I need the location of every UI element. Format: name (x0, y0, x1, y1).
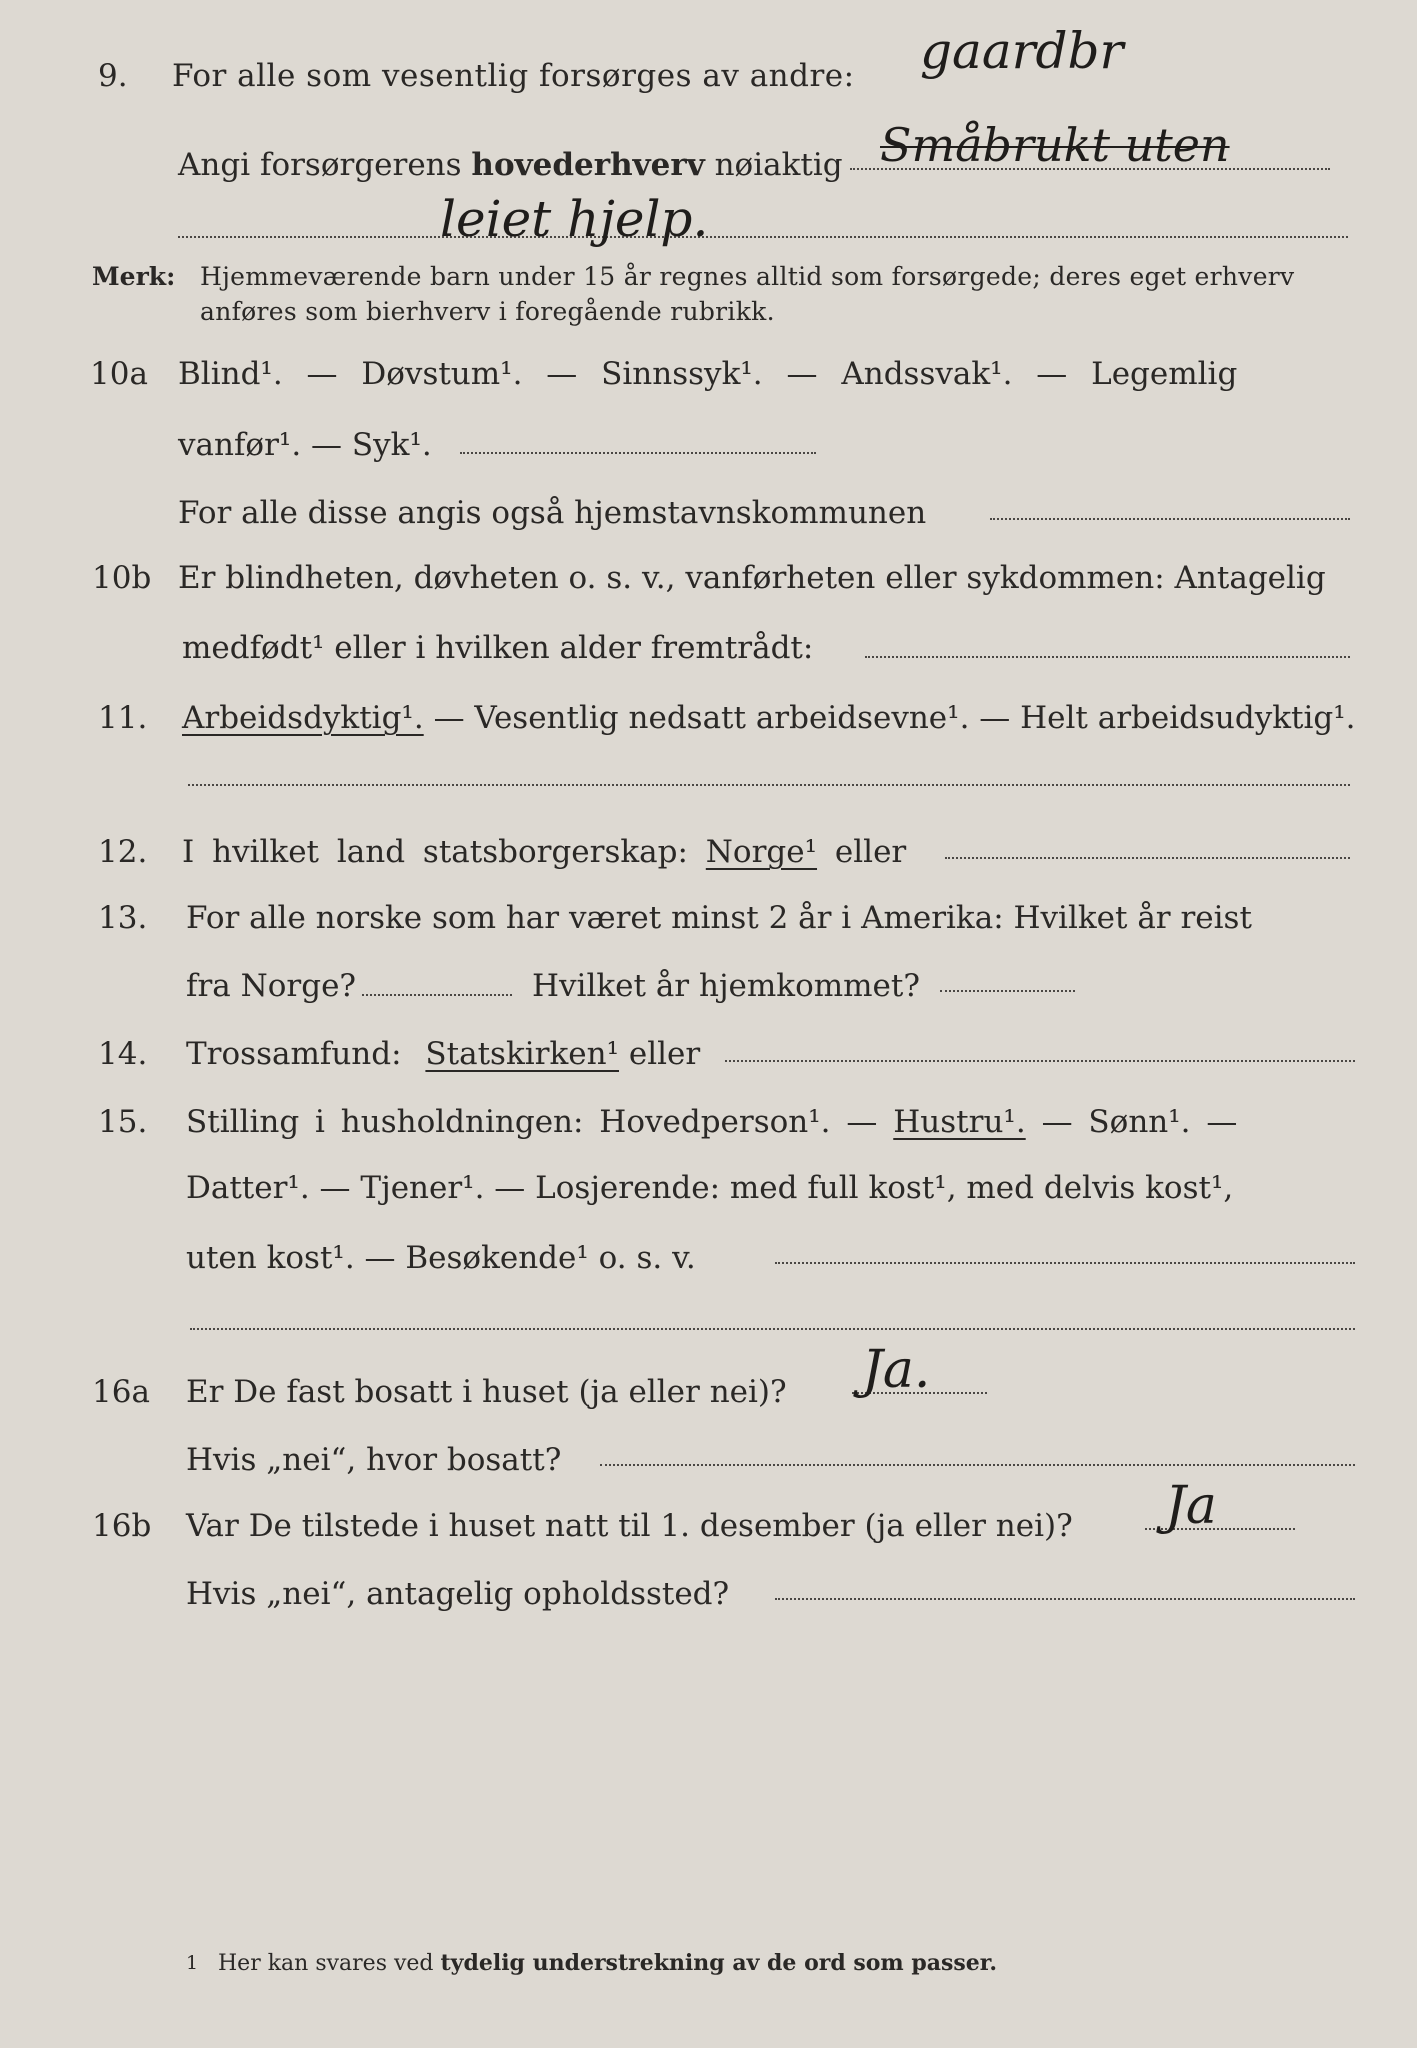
q14-underlined-statskirken: Statskirken¹ (425, 1036, 619, 1072)
q11-rest: — Vesentlig nedsatt arbeidsevne¹. — Helt arbeidsudyktig¹. (433, 700, 1356, 736)
q12-underlined-norge: Norge¹ (705, 834, 818, 870)
footnote-mark: 1 (186, 1952, 199, 1974)
q15-answer-line1 (775, 1262, 1355, 1264)
q11-underlined-arbeidsdyktig: Arbeidsdyktig¹. (182, 700, 424, 736)
q14-line (186, 1036, 700, 1072)
q9-line1: For alle som vesentlig forsørges av andre: (172, 58, 855, 94)
q12-post: eller (834, 834, 907, 870)
q15-number: 15. (98, 1104, 148, 1140)
q10b-line1: Er blindheten, døvheten o. s. v., vanførheten eller sykdommen: Antagelig (178, 560, 1326, 596)
q14-pre: Trossamfund: (186, 1036, 402, 1072)
q13-number: 13. (98, 900, 148, 936)
q15-line2: Datter¹. — Tjener¹. — Losjerende: med full kost¹, med delvis kost¹, (186, 1170, 1234, 1206)
q12-answer-line (945, 857, 1350, 859)
q16b-answer-line2 (775, 1598, 1355, 1600)
q11-answer-line (188, 784, 1350, 786)
q16a-line1: Er De fast bosatt i huset (ja eller nei)? (186, 1374, 787, 1410)
q10a-line1: Blind¹. — Døvstum¹. — Sinnssyk¹. — Andssvak¹. — Legemlig (178, 356, 1238, 392)
q10b-number: 10b (92, 560, 152, 596)
q14-number: 14. (98, 1036, 148, 1072)
q12-pre: I hvilket land statsborgerskap: (182, 834, 688, 870)
q9-answer-line2 (178, 236, 1348, 238)
q15-answer-line2 (190, 1328, 1355, 1330)
q11-line (182, 700, 1356, 736)
q13-line2b: Hvilket år hjemkommet? (532, 968, 920, 1004)
q9-line2-post: nøiaktig (714, 147, 843, 183)
footnote-line (218, 1950, 997, 1976)
q13-answer-hjemkommet (940, 990, 1075, 992)
q15-line1-pre: Stilling i husholdningen: Hovedperson¹. — (186, 1104, 878, 1140)
q15-underlined-hustru: Hustru¹. (893, 1104, 1026, 1140)
footnote-pre: Her kan svares ved (218, 1951, 434, 1976)
q9-line2 (178, 147, 843, 183)
q14-answer-line (725, 1060, 1355, 1062)
q9-handwriting-line2: Småbrukt uten (880, 118, 1230, 172)
q11-number: 11. (98, 700, 148, 736)
q15-line1 (186, 1104, 1237, 1140)
q9-line2-pre: Angi forsørgerens (178, 147, 462, 183)
q15-line1-post: — Sønn¹. — (1041, 1104, 1238, 1140)
q13-answer-reist (362, 994, 512, 996)
q12-number: 12. (98, 834, 148, 870)
q9-line2-bold: hovederhverv (471, 147, 705, 183)
q10a-answer-line1 (460, 452, 816, 454)
footnote-bold: tydelig understrekning av de ord som passer. (440, 1950, 998, 1976)
q10a-answer-line2 (990, 518, 1350, 520)
q10a-line3: For alle disse angis også hjemstavnskommunen (178, 495, 927, 531)
merk-line1: Hjemmeværende barn under 15 år regnes alltid som forsørgede; deres eget erhverv (200, 262, 1295, 291)
q14-post: eller (628, 1036, 701, 1072)
q16a-number: 16a (92, 1374, 150, 1410)
q10b-answer-line (865, 656, 1350, 658)
q16a-handwriting-ja: Ja. (862, 1340, 931, 1400)
q10a-number: 10a (90, 356, 148, 392)
q16b-line1: Var De tilstede i huset natt til 1. desember (ja eller nei)? (186, 1508, 1073, 1544)
q12-line (182, 834, 906, 870)
merk-line2: anføres som bierhverv i foregående rubrikk. (200, 297, 775, 326)
q13-line2a: fra Norge? (186, 968, 357, 1004)
q9-handwriting-line3: leiet hjelp. (440, 190, 709, 248)
q9-number: 9. (98, 58, 128, 94)
q16b-handwriting-ja: Ja (1165, 1476, 1217, 1536)
q15-line3: uten kost¹. — Besøkende¹ o. s. v. (186, 1240, 696, 1276)
q13-line1: For alle norske som har været minst 2 år i Amerika: Hvilket år reist (186, 900, 1252, 936)
q16a-line2: Hvis „nei“, hvor bosatt? (186, 1442, 562, 1478)
q10a-line2: vanfør¹. — Syk¹. (178, 427, 432, 463)
q16a-answer-line2 (600, 1464, 1355, 1466)
q10b-line2: medfødt¹ eller i hvilken alder fremtrådt: (182, 630, 814, 666)
merk-label: Merk: (92, 262, 176, 291)
q9-handwriting-occupation: gaardbr (920, 22, 1124, 80)
q16b-line2: Hvis „nei“, antagelig opholdssted? (186, 1576, 730, 1612)
q16b-number: 16b (92, 1508, 152, 1544)
